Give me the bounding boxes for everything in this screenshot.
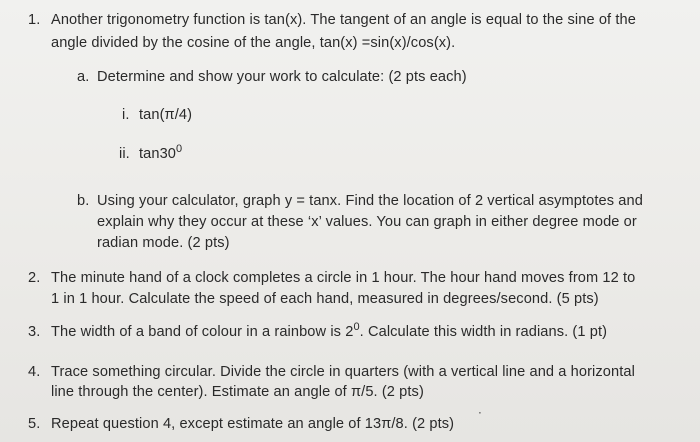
subquestion-label: a. [77, 69, 90, 85]
stray-mark: ⋅ [478, 406, 482, 420]
subquestion-text-line: radian mode. (2 pts) [97, 235, 230, 251]
question-text-before: The width of a band of colour in a rainbow is 2 [51, 324, 354, 340]
item-label: i. [122, 107, 130, 123]
degree-superscript: 0 [353, 321, 360, 333]
question-text-line: 1 in 1 hour. Calculate the speed of each hand, measured in degrees/second. (5 pts) [51, 291, 599, 307]
question-text-after: . Calculate this width in radians. (1 pt) [359, 324, 608, 340]
question-number: 1. [28, 12, 41, 28]
question-number: 3. [28, 324, 41, 340]
question-number: 5. [28, 416, 41, 432]
subquestion-text-line: Using your calculator, graph y = tanx. Find the location of 2 vertical asymptotes and [97, 193, 643, 209]
question-number: 2. [28, 270, 41, 286]
degree-superscript: 0 [176, 143, 183, 155]
item-label: ii. [119, 146, 130, 162]
question-text-line: Trace something circular. Divide the circle in quarters (with a vertical line and a horizontal [51, 364, 635, 380]
question-text: Repeat question 4, except estimate an angle of 13π/8. (2 pts) [51, 416, 455, 432]
item-text-main: tan30 [139, 146, 177, 162]
question-text [51, 322, 607, 343]
item-text: tan(π/4) [139, 107, 193, 123]
question-text-line: line through the center). Estimate an angle of π/5. (2 pts) [51, 384, 424, 400]
question-text-line: The minute hand of a clock completes a circle in 1 hour. The hour hand moves from 12 to [51, 270, 636, 286]
question-number: 4. [28, 364, 41, 380]
question-text-line: Another trigonometry function is tan(x). The tangent of an angle is equal to the sine of the [51, 12, 636, 28]
subquestion-text: Determine and show your work to calculate: (2 pts each) [97, 69, 467, 85]
item-text [139, 144, 182, 165]
question-text-line: angle divided by the cosine of the angle, tan(x) =sin(x)/cos(x). [51, 35, 456, 51]
subquestion-text-line: explain why they occur at these ‘x’ values. You can graph in either degree mode or [97, 214, 637, 230]
subquestion-label: b. [77, 193, 90, 209]
